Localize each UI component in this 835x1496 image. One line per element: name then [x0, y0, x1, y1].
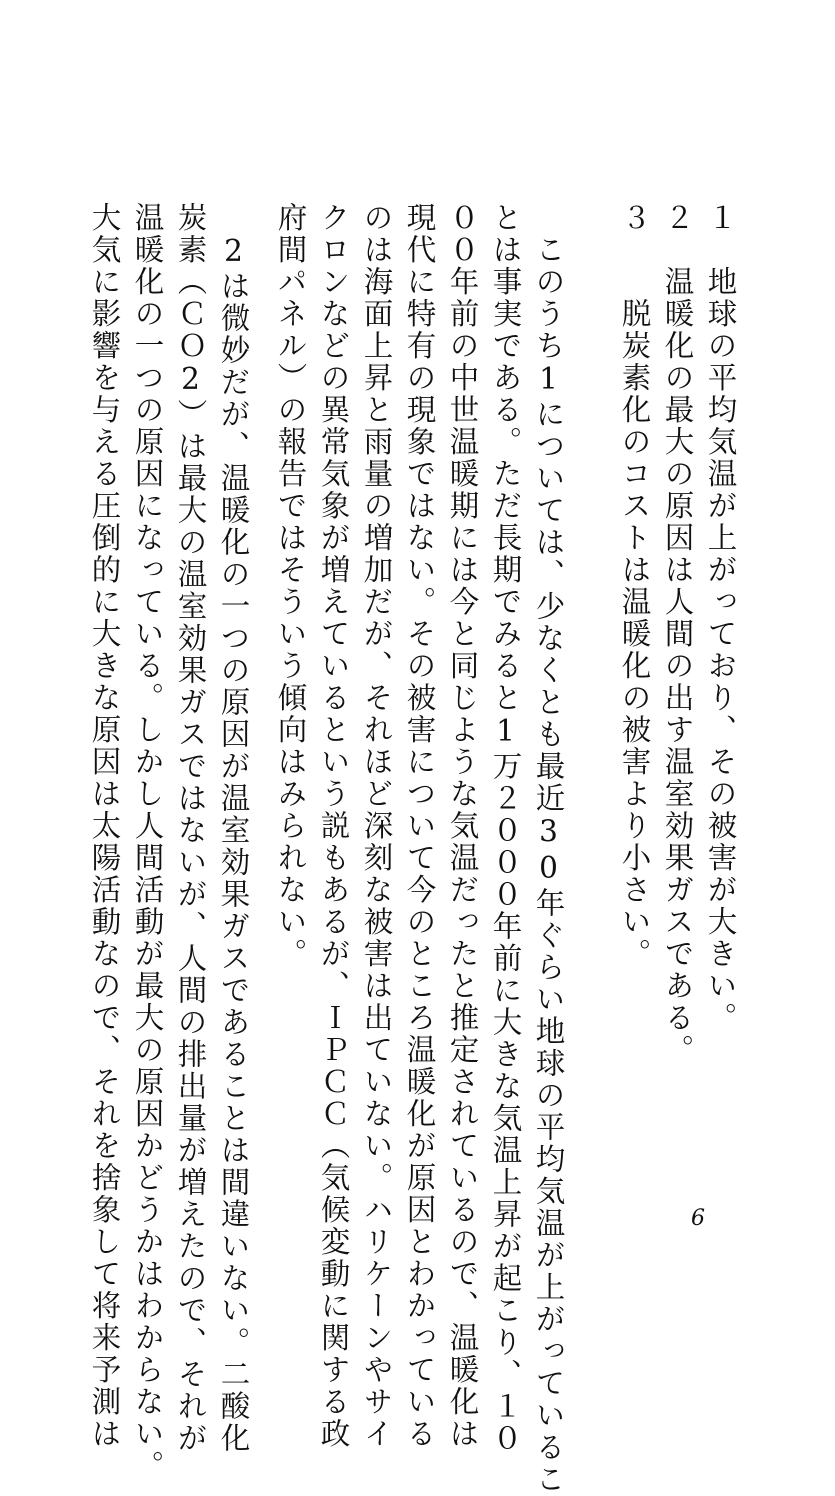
text-line: とは事実である。ただ長期でみると1万２０００年前に大きな気温上昇が起こり、１０	[488, 202, 523, 1455]
text-line: 大気に影響を与える圧倒的に大きな原因は太陽活動なので、それを捨象して将来予測は	[87, 202, 122, 1450]
list-item: ３ 脱炭素化のコストは温暖化の被害より小さい。	[617, 202, 652, 970]
page-number: 6	[691, 1206, 705, 1231]
text-line: 府間パネル）の報告ではそういう傾向はみられない。	[273, 202, 308, 970]
list-item: ２ 温暖化の最大の原因は人間の出す温室効果ガスである。	[660, 202, 695, 1066]
text-line: のは海面上昇と雨量の増加だが、それほど深刻な被害は出ていない。ハリケーンやサイ	[359, 202, 394, 1450]
text-line: 温暖化の一つの原因になっている。しかし人間活動が最大の原因かどうかはわからない。	[130, 202, 165, 1482]
text-line: このうち1については、少なくとも最近30年ぐらい地球の平均気温が上がっているこ	[531, 202, 566, 1496]
text-line: 炭素（ＣＯ2）は最大の温室効果ガスではないが、人間の排出量が増えたので、それが	[173, 202, 208, 1455]
text-line: 2は微妙だが、温暖化の一つの原因が温室効果ガスであることは間違いない。二酸化	[216, 202, 251, 1455]
text-line: 現代に特有の現象ではない。その被害について今のところ温暖化が原因とわかっている	[402, 202, 437, 1450]
list-item: １ 地球の平均気温が上がっており、その被害が大きい。	[703, 202, 738, 1034]
text-line: クロンなどの異常気象が増えているという説もあるが、ＩＰＣＣ（気候変動に関する政	[316, 202, 351, 1450]
text-line: ００年前の中世温暖期には今と同じような気温だったと推定されているので、温暖化は	[445, 202, 480, 1450]
